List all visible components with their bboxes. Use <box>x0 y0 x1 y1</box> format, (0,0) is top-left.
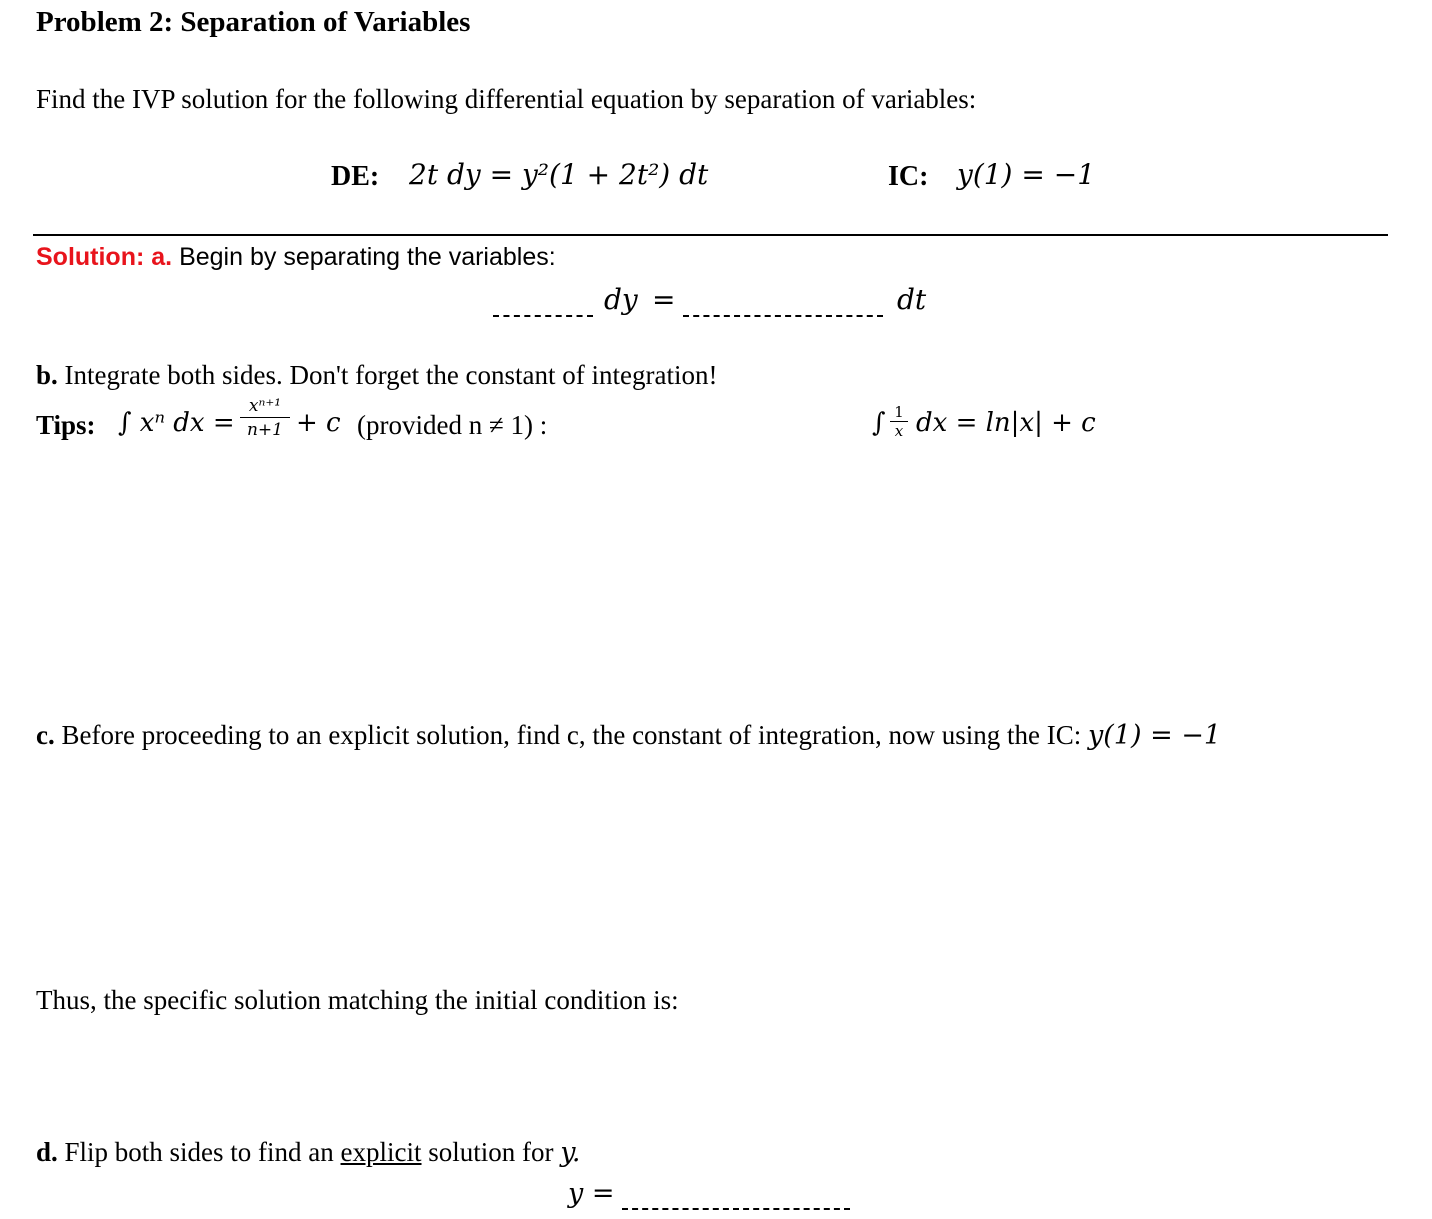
power-rule-numerator: xⁿ⁺¹ <box>240 396 290 418</box>
specific-solution-prompt: Thus, the specific solution matching the initial condition is: <box>36 985 679 1015</box>
part-a-prompt <box>36 243 556 272</box>
power-rule-denominator: n+1 <box>246 420 283 440</box>
power-rule-lhs: ∫ xⁿ dx = <box>118 408 235 438</box>
section-divider <box>33 234 1388 236</box>
differential-equation: 2t dy = y²(1 + 2t²) dt <box>409 158 709 191</box>
part-b-text: Integrate both sides. Don't forget the constant of integration! <box>64 360 718 390</box>
final-solution-lhs: y = <box>568 1178 615 1209</box>
power-rule-fraction <box>240 396 290 440</box>
separated-dt: dt <box>897 283 927 316</box>
log-rule-numerator: 1 <box>890 403 908 422</box>
part-c-text: Before proceeding to an explicit solution, find c, the constant of integration, now using the IC: <box>61 720 1082 750</box>
final-answer-blank[interactable] <box>622 1198 850 1210</box>
log-rule-rhs: dx = ln|x| + c <box>916 408 1096 438</box>
power-rule-condition: (provided n ≠ 1) : <box>357 410 548 440</box>
part-c-ic: y(1) = −1 <box>1088 720 1222 751</box>
problem-title: Problem 2: Separation of Variables <box>36 6 471 38</box>
initial-condition: y(1) = −1 <box>957 158 1096 191</box>
ic-label: IC: <box>888 161 929 192</box>
part-c-letter: c. <box>36 720 55 750</box>
part-d-prompt <box>36 1137 581 1168</box>
part-a-letter: a. <box>151 243 173 271</box>
answer-blank-dt-side[interactable] <box>683 305 883 317</box>
part-c-prompt <box>36 720 1221 751</box>
log-rule-denominator: x <box>894 422 904 440</box>
separated-equals: = <box>652 283 676 316</box>
part-d-var: y. <box>560 1137 581 1168</box>
part-d-text-after: solution for <box>428 1137 554 1167</box>
tips-label: Tips: <box>36 410 96 440</box>
part-d-explicit: explicit <box>340 1137 422 1167</box>
part-d-letter: d. <box>36 1137 58 1167</box>
part-b-prompt <box>36 360 717 391</box>
part-a-text: Begin by separating the variables: <box>179 243 556 271</box>
log-rule-integral: ∫ <box>872 408 886 438</box>
de-label: DE: <box>331 161 380 192</box>
separated-dy: dy <box>604 283 638 316</box>
solution-label: Solution: <box>36 243 145 271</box>
problem-intro: Find the IVP solution for the following differential equation by separation of variables: <box>36 84 977 114</box>
power-rule-constant: + c <box>296 408 341 438</box>
log-rule-fraction <box>890 403 908 440</box>
answer-blank-dy-side[interactable] <box>493 305 593 317</box>
part-d-text-before: Flip both sides to find an <box>64 1137 334 1167</box>
part-b-letter: b. <box>36 360 58 390</box>
